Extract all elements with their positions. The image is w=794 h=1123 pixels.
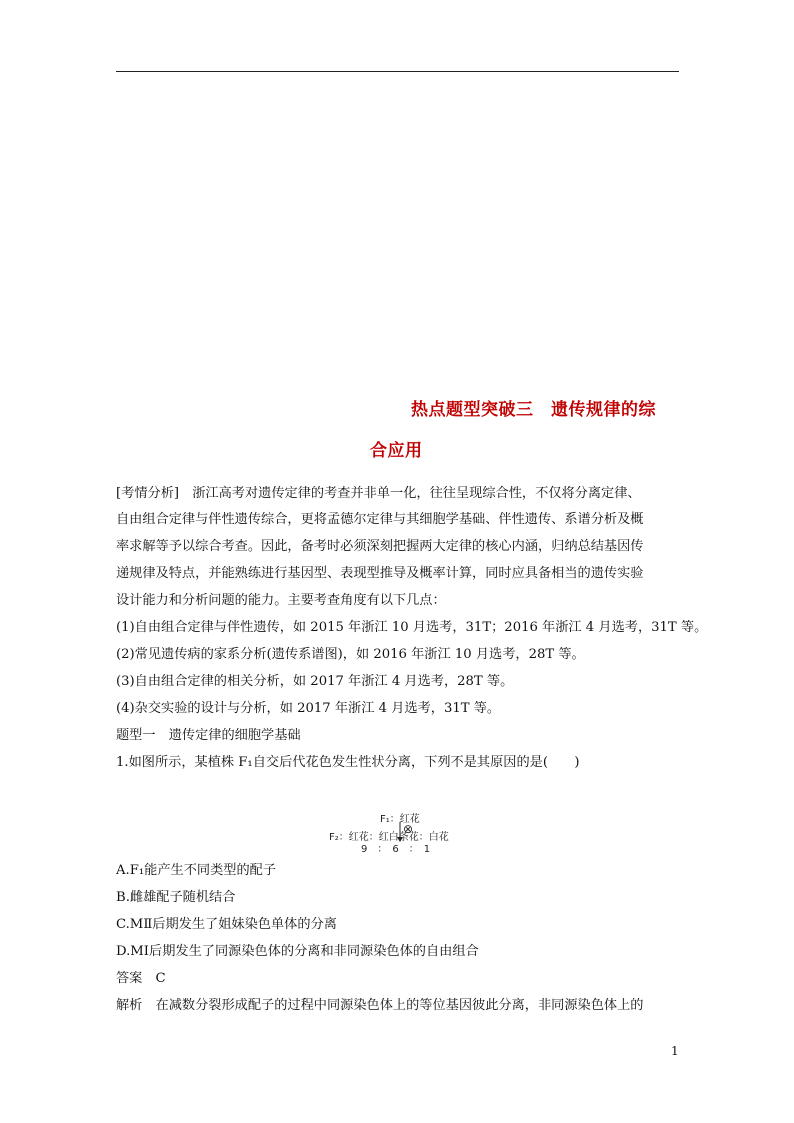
- intro-line-3: 率求解等予以综合考查。因此，备考时必须深刻把握两大定律的核心内涵，归纳总结基因传: [116, 539, 644, 554]
- point-1: (1)自由组合定律与伴性遗传，如 2015 年浙江 10 月选考，31T；2016 年浙江 4 月选考，31T 等。: [116, 620, 708, 635]
- intro-line-5: 设计能力和分析问题的能力。主要考查角度有以下几点：: [116, 593, 446, 608]
- point-4: (4)杂交实验的设计与分析，如 2017 年浙江 4 月选考，31T 等。: [116, 701, 501, 716]
- option-d: D.MⅠ后期发生了同源染色体的分离和非同源染色体的自由组合: [116, 944, 479, 959]
- f2-ratio: 9 ： 6 ： 1: [361, 844, 431, 855]
- option-a: A.F₁能产生不同类型的配子: [116, 863, 277, 878]
- page-number: 1: [671, 1044, 679, 1058]
- page-title-line-1: 热点题型突破三 遗传规律的综: [411, 400, 656, 420]
- question-stem: 1.如图所示，某植株 F₁自交后代花色发生性状分离，下列不是其原因的是( ): [116, 755, 580, 770]
- answer: 答案 C: [116, 971, 166, 986]
- f2-label: F₂：红花：红白条花：白花: [329, 832, 449, 843]
- section-heading: 题型一 遗传定律的细胞学基础: [116, 728, 301, 743]
- cross-diagram: [325, 810, 475, 855]
- option-c: C.MⅡ后期发生了姐妹染色单体的分离: [116, 917, 337, 932]
- f1-label: F₁：红花: [380, 814, 420, 825]
- header-rule: [116, 71, 679, 72]
- option-b: B.雌雄配子随机结合: [116, 890, 236, 905]
- point-3: (3)自由组合定律的相关分析，如 2017 年浙江 4 月选考，28T 等。: [116, 674, 514, 689]
- self-cross-icon: ⊗: [403, 822, 414, 836]
- intro-line-4: 递规律及特点，并能熟练进行基因型、表现型推导及概率计算，同时应具备相当的遗传实验: [116, 566, 644, 581]
- analysis: 解析 在减数分裂形成配子的过程中同源染色体上的等位基因彼此分离，非同源染色体上的: [116, 998, 644, 1013]
- page-title-line-2: 合应用: [370, 441, 423, 461]
- intro-line-2: 自由组合定律与伴性遗传综合，更将孟德尔定律与其细胞学基础、伴性遗传、系谱分析及概: [116, 512, 644, 527]
- point-2: (2)常见遗传病的家系分析(遗传系谱图)，如 2016 年浙江 10 月选考，28T 等。: [116, 647, 585, 662]
- intro-line-1: [考情分析] 浙江高考对遗传定律的考查并非单一化，往往呈现综合性，不仅将分离定律、: [116, 486, 641, 501]
